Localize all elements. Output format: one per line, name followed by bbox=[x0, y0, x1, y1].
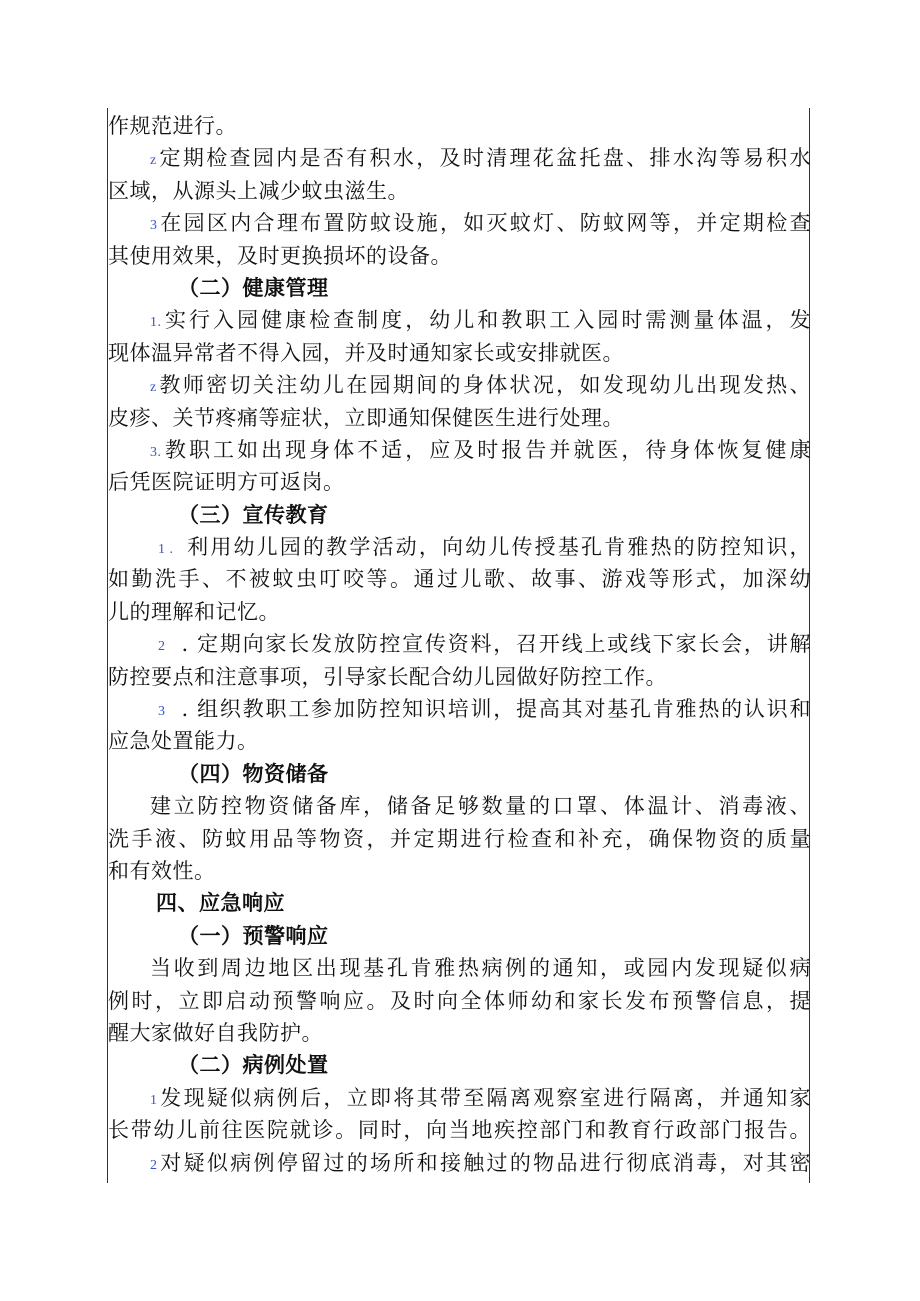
paragraph-line: 后凭医院证明方可返岗。 bbox=[108, 470, 345, 495]
paragraph-line: 其使用效果，及时更换损坏的设备。 bbox=[108, 243, 452, 268]
paragraph-line: 长带幼儿前往医院就诊。同时，向当地疾控部门和教育行政部门报告。 bbox=[108, 1118, 811, 1143]
section-heading: （一）预警响应 bbox=[178, 923, 329, 948]
paragraph-line: 作规范进行。 bbox=[108, 114, 237, 138]
paragraph-line: 当收到周边地区出现基孔肯雅热病例的通知，或园内发现疑似病 bbox=[150, 956, 811, 981]
paragraph-line: z定期检查园内是否有积水，及时清理花盆托盘、排水沟等易积水 bbox=[108, 142, 811, 174]
paragraph-line: 如勤洗手、不被蚊虫叮咬等。通过儿歌、故事、游戏等形式，加深幼 bbox=[108, 567, 811, 592]
paragraph-line: 和有效性。 bbox=[108, 858, 216, 883]
list-marker: 1 . bbox=[158, 542, 174, 558]
paragraph-line: 3.教职工如出现身体不适，应及时报告并就医，待身体恢复健康 bbox=[108, 434, 811, 466]
paragraph-line: 洗手液、防蚊用品等物资，并定期进行检查和补充，确保物资的质量 bbox=[108, 826, 811, 851]
paragraph-line: 3 . 组织教职工参加防控知识培训，提高其对基孔肯雅热的认识和 bbox=[108, 693, 811, 725]
paragraph-line: 2对疑似病例停留过的场所和接触过的物品进行彻底消毒，对其密 bbox=[108, 1147, 811, 1179]
paragraph-line: 应急处置能力。 bbox=[108, 729, 259, 754]
section-heading: （二）病例处置 bbox=[178, 1053, 329, 1078]
paragraph-line: 建立防控物资储备库，储备足够数量的口罩、体温计、消毒液、 bbox=[150, 794, 811, 819]
paragraph-line: 现体温异常者不得入园，并及时通知家长或安排就医。 bbox=[108, 340, 624, 365]
paragraph-line: 1 . 利用幼儿园的教学活动，向幼儿传授基孔肯雅热的防控知识， bbox=[108, 531, 811, 563]
list-marker: z bbox=[150, 380, 157, 396]
paragraph-line: 醒大家做好自我防护。 bbox=[108, 1020, 323, 1045]
list-marker: 3 bbox=[150, 218, 158, 234]
list-marker: 2 bbox=[158, 639, 166, 655]
list-marker: 1. bbox=[150, 315, 162, 331]
paragraph-line: z教师密切关注幼儿在园期间的身体状况，如发现幼儿出现发热、 bbox=[108, 369, 811, 401]
paragraph-line: 儿的理解和记忆。 bbox=[108, 599, 280, 624]
list-marker: 2 bbox=[150, 1157, 158, 1173]
section-heading: （三）宣传教育 bbox=[178, 502, 329, 527]
chapter-heading: 四、应急响应 bbox=[156, 891, 285, 916]
paragraph-line: 1.实行入园健康检查制度，幼儿和教职工入园时需测量体温，发 bbox=[108, 304, 811, 336]
section-heading: （二）健康管理 bbox=[178, 275, 329, 300]
paragraph-line: 防控要点和注意事项，引导家长配合幼儿园做好防控工作。 bbox=[108, 664, 667, 689]
document-body bbox=[108, 110, 811, 1179]
paragraph-line: 3在园区内合理布置防蚊设施，如灭蚊灯、防蚊网等，并定期检查 bbox=[108, 207, 811, 239]
paragraph-line: 区域，从源头上减少蚊虫滋生。 bbox=[108, 178, 409, 203]
paragraph-line: 皮疹、关节疼痛等症状，立即通知保健医生进行处理。 bbox=[108, 405, 624, 430]
list-marker: 3 bbox=[158, 704, 166, 720]
paragraph-line: 2 . 定期向家长发放防控宣传资料，召开线上或线下家长会，讲解 bbox=[108, 628, 811, 660]
list-marker: 1 bbox=[150, 1092, 158, 1108]
list-marker: 3. bbox=[150, 444, 162, 460]
paragraph-line: 1发现疑似病例后，立即将其带至隔离观察室进行隔离，并通知家 bbox=[108, 1082, 811, 1114]
paragraph-line: 例时，立即启动预警响应。及时向全体师幼和家长发布预警信息，提 bbox=[108, 988, 811, 1013]
page-frame bbox=[107, 108, 810, 1183]
list-marker: z bbox=[150, 153, 157, 169]
section-heading: （四）物资储备 bbox=[178, 761, 329, 786]
